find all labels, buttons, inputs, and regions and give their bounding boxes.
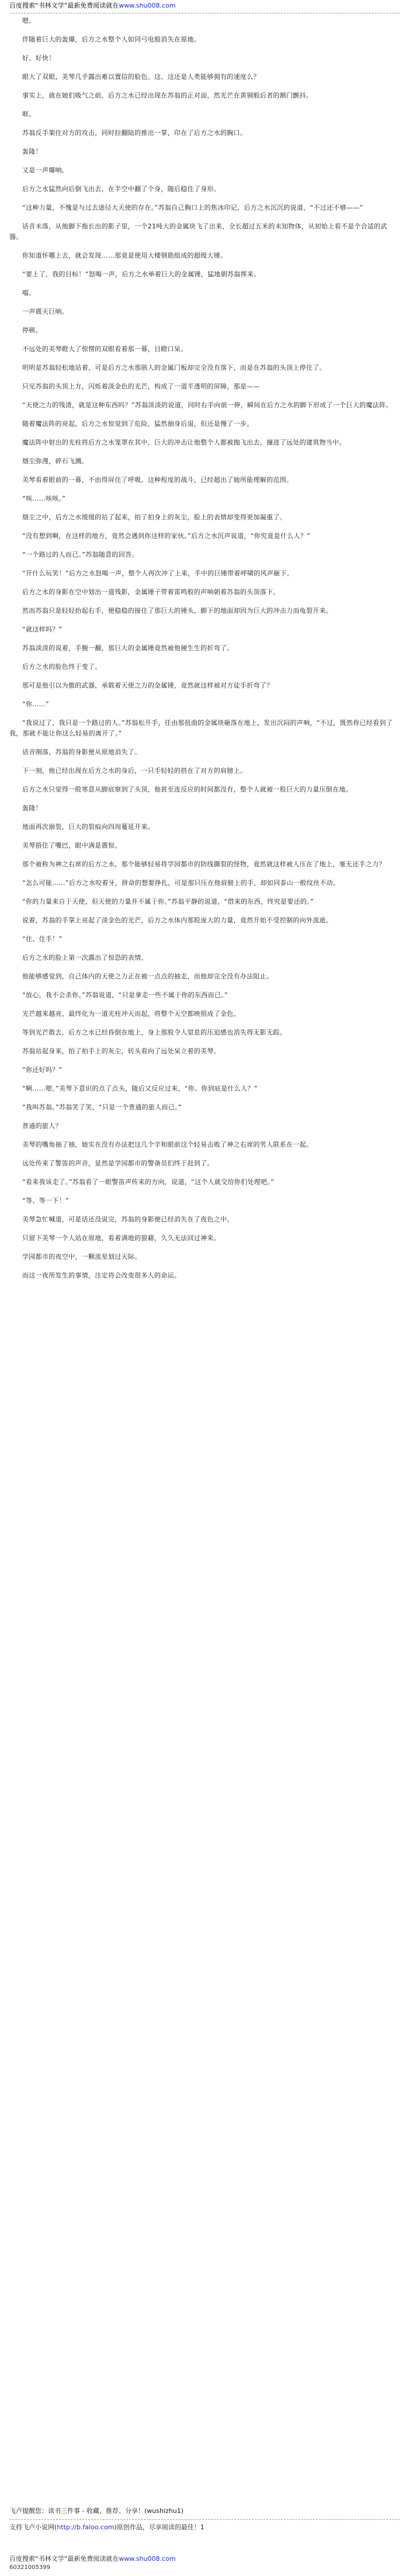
paragraph: “天使之力的残渣，就是这种东西吗？”苏翁淡淡的说道，同时右手向前一伸，瞬间在后方之水的脚下形成了一个巨大的魔法阵。 [22,401,393,409]
paragraph: 好、好快！ [22,54,56,62]
paragraph: 后方之水猛然向后倒飞出去，在半空中翻了个身，随后稳住了身形。 [22,185,220,193]
paragraph: 等到光芒散去，后方之水已经昏倒在地上，身上那股令人窒息的压迫感也消失得无影无踪。 [22,1029,286,1036]
paragraph: 后方之水的脸色终于变了。 [22,663,102,671]
paragraph: 话音未落，从他脚下拖长出的影子里，一个21吨大的金属块飞了出来，全长超过五米的未知物体，从初始上看不是个合适的武器。 [9,223,387,241]
bottom-banner-text: 百度搜索“书林文学”最新免费阅读就在 [9,2555,119,2563]
paragraph: “你……” [22,700,49,708]
chapter-footer [9,2506,400,2533]
paragraph: 远处传来了警笛的声音，显然是学园都市的警备员们终于赶到了。 [22,1159,214,1167]
paragraph: 话音刚落，苏翁的身影便从原地消失了。 [22,748,141,756]
paragraph: 哐。 [22,110,36,118]
bottom-banner-area [9,2555,400,2571]
paragraph: 明明是苏翁轻松地站着，可是后方之水那骇人的金属门板却完全没有落下，而是在苏翁的头顶上停住了。 [22,364,326,372]
paragraph: “放心，我不会杀你。”苏翁说道，“只是拿走一些不属于你的东西而已。” [22,991,228,999]
paragraph: 烟尘之中，后方之水缓缓的站了起来，拍了拍身上的灰尘，脸上的表情却变得更加凝重了。 [22,513,286,521]
footer-support-prefix: 支持飞卢小说网( [9,2523,57,2531]
paragraph: “一个路过的人而已。”苏翁随意的回答。 [22,551,138,558]
paragraph: 噹。 [22,289,36,297]
paragraph: 美琴捂住了嘴巴，眼中满是震惊。 [22,842,122,849]
paragraph: 说着，苏翁的手掌上亮起了淡金色的光芒，后方之水体内那股庞大的力量，竟然开始不受控制的向外流逝。 [22,916,333,924]
paragraph: 不远处的美琴瞪大了惊愣的双眼看着那一幕，目瞪口呆。 [22,345,188,353]
footer-divider [9,2519,400,2520]
paragraph: 眼大了双眼，美琴几乎露出难以置信的脸色。这、这还是人类能够拥有的速度么？ [22,73,260,81]
paragraph: 烟尘弥漫，碎石飞溅。 [22,457,88,465]
paragraph: “我叫苏翁。”苏翁笑了笑，“只是一个普通的旅人而已。” [22,1103,182,1111]
paragraph: 苏翁淡淡的说着，手腕一翻，那巨大的金属锤竟然被他硬生生的折弯了。 [22,644,234,652]
top-banner-link[interactable]: www.shu008.com [119,2,176,9]
paragraph: 光芒越来越亮，最终化为一道光柱冲天而起，将整个天空都映照成了金色。 [22,1010,240,1018]
paragraph: “等、等一下！” [22,1197,69,1204]
paragraph: 事实上，就在她们吸气之前，后方之水已经出现在苏翁的正对面，然光芒在黄铜般后者的额门颤抖。 [22,92,313,99]
paragraph: “没有想到啊，在这样的地方，竟然会遇到你这样的家伙。”后方之水沉声说道，“你究竟是什么人？” [22,532,311,540]
top-banner [9,0,400,10]
paragraph: 停顿。 [22,327,42,334]
paragraph: 美琴看着眼前的一幕，不由得屏住了呼吸。这种程度的战斗，已经超出了她所能理解的范围。 [22,476,293,484]
paragraph: “看来我该走了。”苏翁看了一眼警笛声传来的方向，说道，“这个人就交给你们处理吧。” [22,1178,275,1186]
paragraph: 伴随着巨大的轰爆，后方之水整个人如同弓电般消失在原地。 [22,36,201,43]
chapter-content [9,16,400,1289]
paragraph: 轰隆！ [22,148,42,155]
paragraph: 地面再次崩裂，巨大的裂痕向四周蔓延开来。 [22,823,154,831]
paragraph: “我说过了，我只是一个路过的人。”苏翁松开手，任由那扭曲的金属块砸落在地上，发出沉闷的声响，“不过，既然你已经看到了我，那就不能让你这么轻易的离开了。” [9,719,393,737]
paragraph: 美琴急忙喊道，可是话还没说完，苏翁的身影便已经消失在了夜色之中。 [22,1216,234,1223]
paragraph: “你的力量来自于天使，但天使的力量并不属于你。”苏翁平静的说道，“借来的东西，终究是要还的。” [22,898,314,905]
paragraph: 只留下美琴一个人站在原地，看着满地的狼藉，久久无法回过神来。 [22,1234,220,1242]
paragraph: “要上了，我的目标！”怒喝一声，后方之水举着巨大的金属锤，猛地朝苏翁挥来。 [22,270,261,278]
paragraph: 然而苏翁只是轻轻抬起右手，便稳稳的接住了那巨大的锤头，脚下的地面却因为巨大的冲击力而龟裂开来。 [22,607,333,615]
paragraph: 后方之水的身影在空中划出一道残影，金属锤子带着雷鸣般的声响朝着苏翁的头顶落下。 [22,588,280,596]
paragraph: 美琴的嘴角抽了抽，她实在没有办法把这几个字和眼前这个轻易击败了神之右席的男人联系在一起。 [22,1141,313,1148]
book-id: 60321005399 [9,2564,50,2571]
bottom-banner-link[interactable]: www.shu008.com [119,2555,176,2563]
paragraph: 学园都市的夜空中，一颗流星划过天际。 [22,1253,141,1261]
paragraph: “就这样吗？” [22,626,63,633]
top-banner-text: 百度搜索“书林文学”最新免费阅读就在 [9,2,119,9]
footer-support [9,2522,400,2533]
paragraph: “你还好吗？” [22,1066,63,1074]
footer-site-link[interactable]: http://b.faloo.com [57,2523,115,2531]
paragraph: 只见苏翁的头顶上方，闪烁着淡金色的光芒，构成了一道半透明的屏障，那是—— [22,383,260,390]
paragraph: “这种力量，不愧是与过去途径大天使的存在。”苏翁自己胸口上的焦冰印记，后方之水沉沉的说道，“不过还不够——” [22,204,363,211]
paragraph: 后方之水只觉得一股寒意从脚底窜到了头顶，他甚至连反应的时间都没有，整个人就被一股巨大的力量压倒在地。 [22,786,352,793]
paragraph: 你知道怀哪上去，就会发现……那竟是使用大楼钢筋组成的超级大锤。 [22,252,227,259]
paragraph: “咳……咳咳。” [22,495,66,502]
paragraph: 那个被称为神之右席的后方之水，那个能够轻易将学园都市的防线撕裂的怪物，竟然就这样被人压在了地上，毫无还手之力？ [22,860,386,868]
paragraph: “怎么可能……”后方之水咬着牙，拼命的想要挣扎，可是那只压在他肩膀上的手，却如同泰山一般纹丝不动。 [22,879,340,887]
paragraph: “啊……嗯。”美琴下意识的点了点头，随后又反应过来，“你、你到底是什么人？” [22,1085,258,1092]
paragraph: 下一刻，他已经出现在后方之水的身后，一只手轻轻的搭在了对方的肩膀上。 [22,767,247,775]
paragraph: 普通的旅人？ [22,1122,62,1130]
paragraph: 苏翁反手架住对方的攻击，同时拉翻陆的推出一掌，印在了后方之水的胸口。 [22,129,247,137]
paragraph: 魔法阵中射出的光柱将后方之水笼罩在其中，巨大的冲击让他整个人都被抛飞出去，撞进了远处的建筑物当中。 [22,439,346,446]
paragraph: “住、住手！” [22,935,63,943]
paragraph: 一声震天巨响。 [22,308,69,315]
paragraph: 苏翁站起身来，拍了拍手上的灰尘，转头看向了远处呆立着的美琴。 [22,1047,220,1055]
paragraph: 嗯。 [22,17,36,25]
footer-tip: 飞卢提醒您：读书三件事 - 收藏、推荐、分享！(wushizhu1) [9,2507,183,2515]
paragraph: 那可是他引以为傲的武器，承载着天使之力的金属锤，竟然就这样被对方徒手折弯了？ [22,682,273,689]
paragraph: 随着魔法阵的亮起，后方之水惊觉到了危险，猛然抽身后退，但还是慢了一步。 [22,420,254,428]
paragraph: 他能够感觉到，自己体内的天使之力正在被一点点的抽走，而他却完全没有办法阻止。 [22,973,273,980]
paragraph: 又是一声爆响。 [22,166,69,174]
bottom-banner [9,2555,400,2563]
footer-support-suffix: )原创作品，尽享阅读的最佳！1 [114,2523,204,2531]
paragraph: 轰隆！ [22,804,42,812]
paragraph: “开什么玩笑！”后方之水怒喝一声，整个人再次冲了上来，手中的巨锤带着呼啸的风声砸下。 [22,570,293,577]
paragraph: 后方之水的脸上第一次露出了惊恐的表情。 [22,954,148,961]
paragraph: 而这一夜所发生的事情，注定将会改变很多人的命运。 [22,1272,181,1279]
